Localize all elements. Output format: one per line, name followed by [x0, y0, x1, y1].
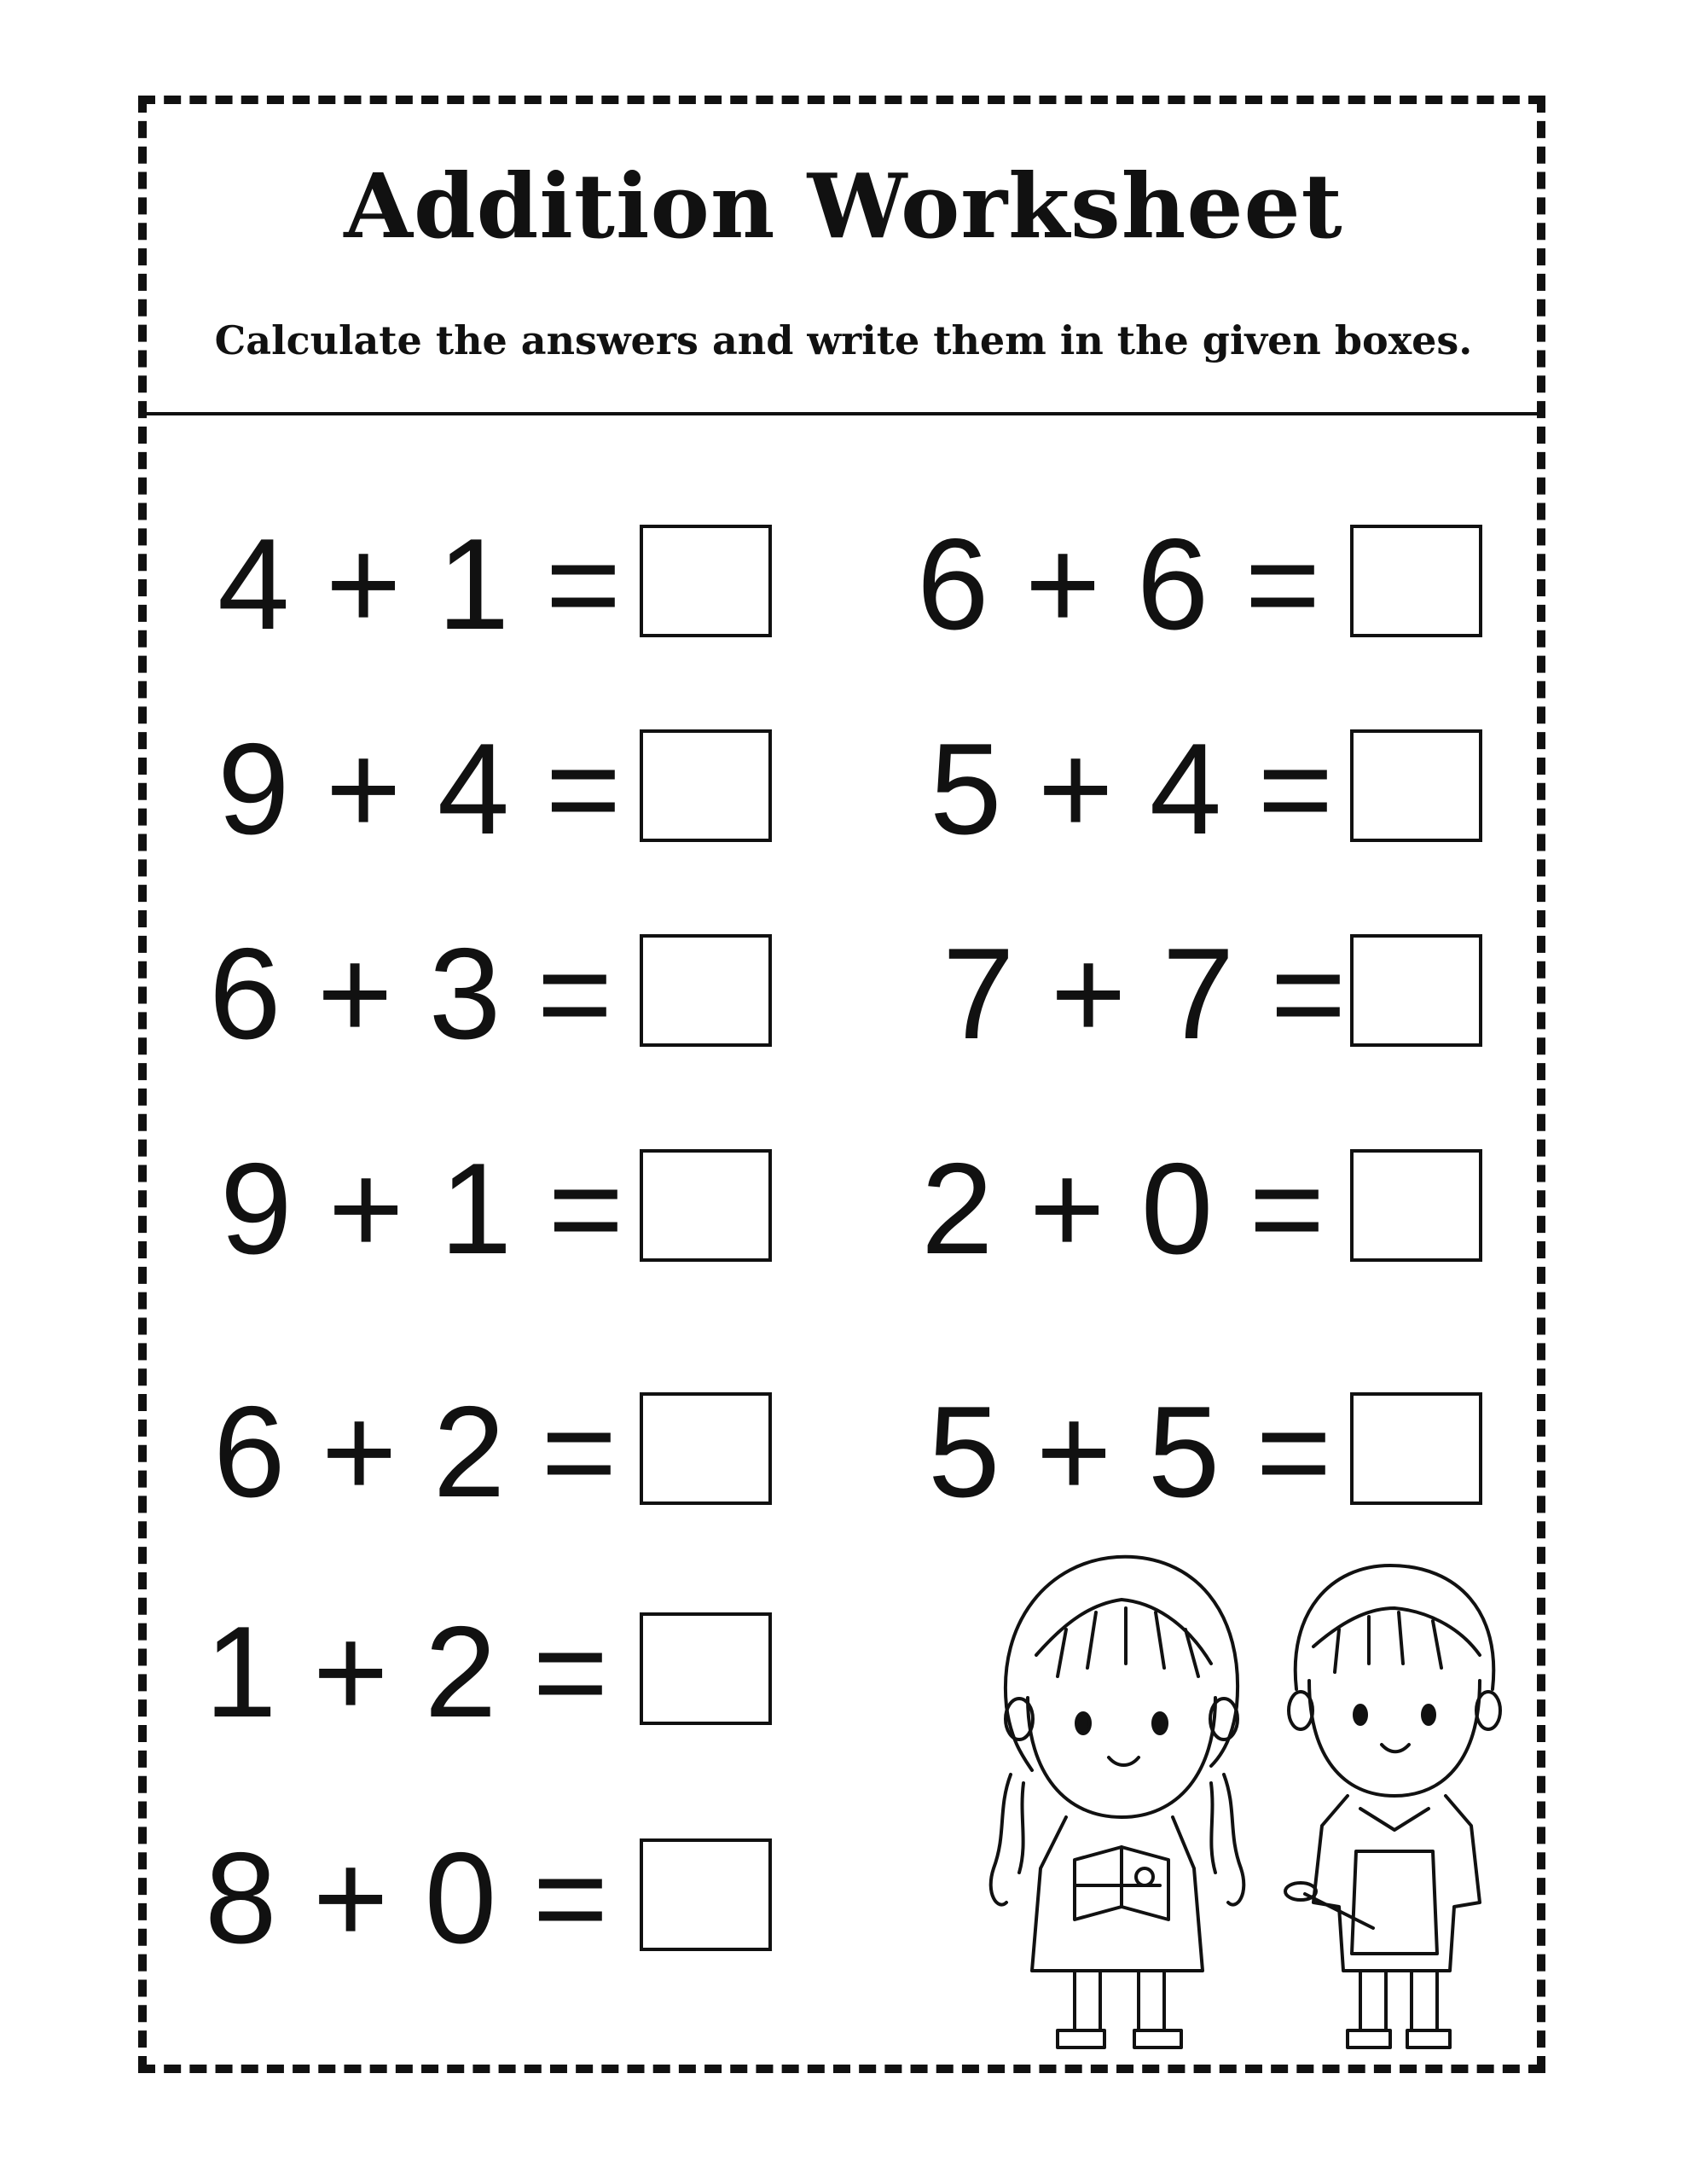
answer-box[interactable] [640, 934, 772, 1047]
boy-figure-icon [1285, 1565, 1500, 2048]
answer-box[interactable] [1350, 1149, 1482, 1262]
problem-11 [205, 1600, 780, 1745]
problem-expression: 9 + 1 = [220, 1136, 624, 1281]
answer-box[interactable] [1350, 525, 1482, 637]
problem-expression: 9 + 4 = [217, 717, 622, 862]
problem-4 [930, 717, 1488, 862]
answer-box[interactable] [640, 729, 772, 842]
answer-box[interactable] [640, 1392, 772, 1505]
problem-expression: 8 + 0 = [205, 1826, 609, 1971]
header-divider [145, 412, 1539, 415]
problem-expression: 5 + 5 = [928, 1380, 1332, 1525]
worksheet-title: Addition Worksheet [344, 154, 1343, 258]
problem-5 [209, 921, 780, 1066]
problem-expression: 5 + 4 = [930, 717, 1334, 862]
problem-expression: 6 + 2 = [213, 1380, 617, 1525]
answer-box[interactable] [640, 1149, 772, 1262]
problem-expression: 7 + 7 = [942, 921, 1347, 1066]
problem-7 [220, 1136, 783, 1281]
problem-10 [928, 1380, 1488, 1525]
problem-8 [921, 1136, 1488, 1281]
problem-expression: 1 + 2 = [205, 1600, 609, 1745]
girl-figure-icon [991, 1557, 1244, 2048]
problem-2 [917, 512, 1488, 657]
problem-3 [217, 717, 780, 862]
problem-9 [213, 1380, 780, 1525]
answer-box[interactable] [1350, 934, 1482, 1047]
answer-box[interactable] [640, 525, 772, 637]
problem-expression: 6 + 3 = [209, 921, 613, 1066]
children-reading-illustration-icon [947, 1527, 1544, 2073]
problem-expression: 4 + 1 = [217, 512, 622, 657]
answer-box[interactable] [640, 1612, 772, 1725]
problem-12 [205, 1826, 780, 1971]
problem-expression: 2 + 0 = [921, 1136, 1325, 1281]
problem-1 [217, 512, 780, 657]
answer-box[interactable] [1350, 729, 1482, 842]
worksheet-instructions: Calculate the answers and write them in the given boxes. [214, 317, 1473, 363]
answer-box[interactable] [1350, 1392, 1482, 1505]
problem-expression: 6 + 6 = [917, 512, 1321, 657]
answer-box[interactable] [640, 1838, 772, 1951]
problem-6 [942, 921, 1488, 1066]
